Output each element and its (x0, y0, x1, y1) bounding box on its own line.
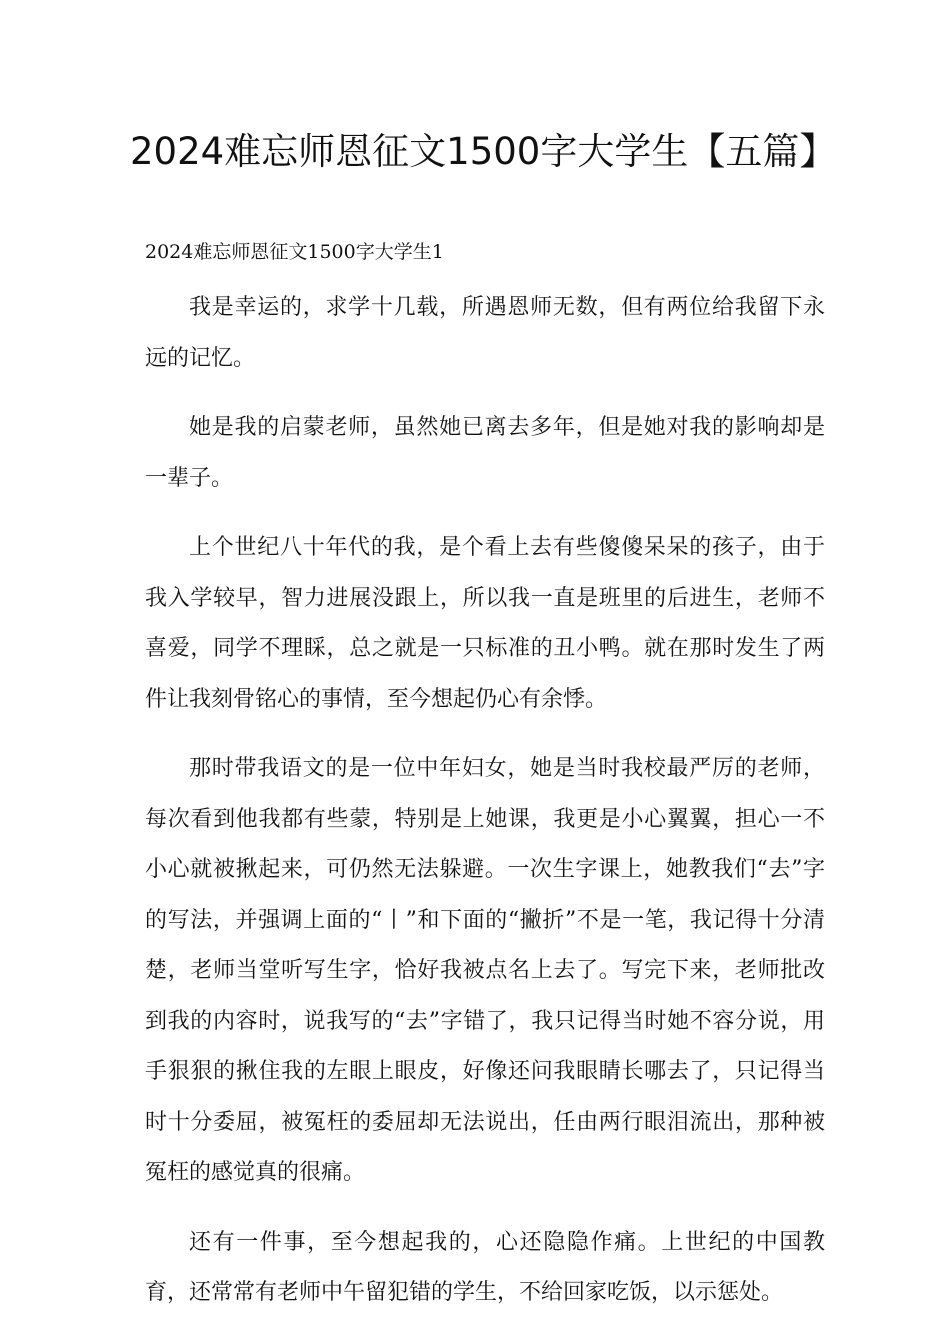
paragraph: 上个世纪八十年代的我，是个看上去有些傻傻呆呆的孩子，由于我入学较早，智力进展没跟上，所以我一直是班里的后进生，老师不喜爱，同学不理睬，总之就是一只标准的丑小鸭。就在那时发生了两件让我刻骨铭心的事情，至今想起仍心有余悸。 (145, 535, 825, 712)
paragraph: 她是我的启蒙老师，虽然她已离去多年，但是她对我的影响却是一辈子。 (145, 415, 825, 491)
document-title: 2024难忘师恩征文1500字大学生【五篇】 (130, 130, 837, 173)
section-heading: 2024难忘师恩征文1500字大学生1 (145, 241, 444, 263)
paragraph: 那时带我语文的是一位中年妇女，她是当时我校最严厉的老师，每次看到他我都有些蒙，特别是上她课，我更是小心翼翼，担心一不小心就被揪起来，可仍然无法躲避。一次生字课上，她教我们“去”字的写法，并强调上面的“丨”和下面的“撇折”不是一笔，我记得十分清楚，老师当堂听写生字，恰好我被点名上去了。写完下来，老师批改到我的内容时，说我写的“去”字错了，我只记得当时她不容分说，用手狠狠的揪住我的左眼上眼皮，好像还问我眼睛长哪去了，只记得当时十分委屈，被冤枉的委屈却无法说出，任由两行眼泪流出，那种被冤枉的感觉真的很痛。 (145, 756, 825, 1185)
document-body (145, 283, 825, 1338)
paragraph: 还有一件事，至今想起我的，心还隐隐作痛。上世纪的中国教育，还常常有老师中午留犯错的学生，不给回家吃饭，以示惩处。 (145, 1229, 825, 1305)
paragraph: 我是幸运的，求学十几载，所遇恩师无数，但有两位给我留下永远的记忆。 (145, 295, 825, 371)
